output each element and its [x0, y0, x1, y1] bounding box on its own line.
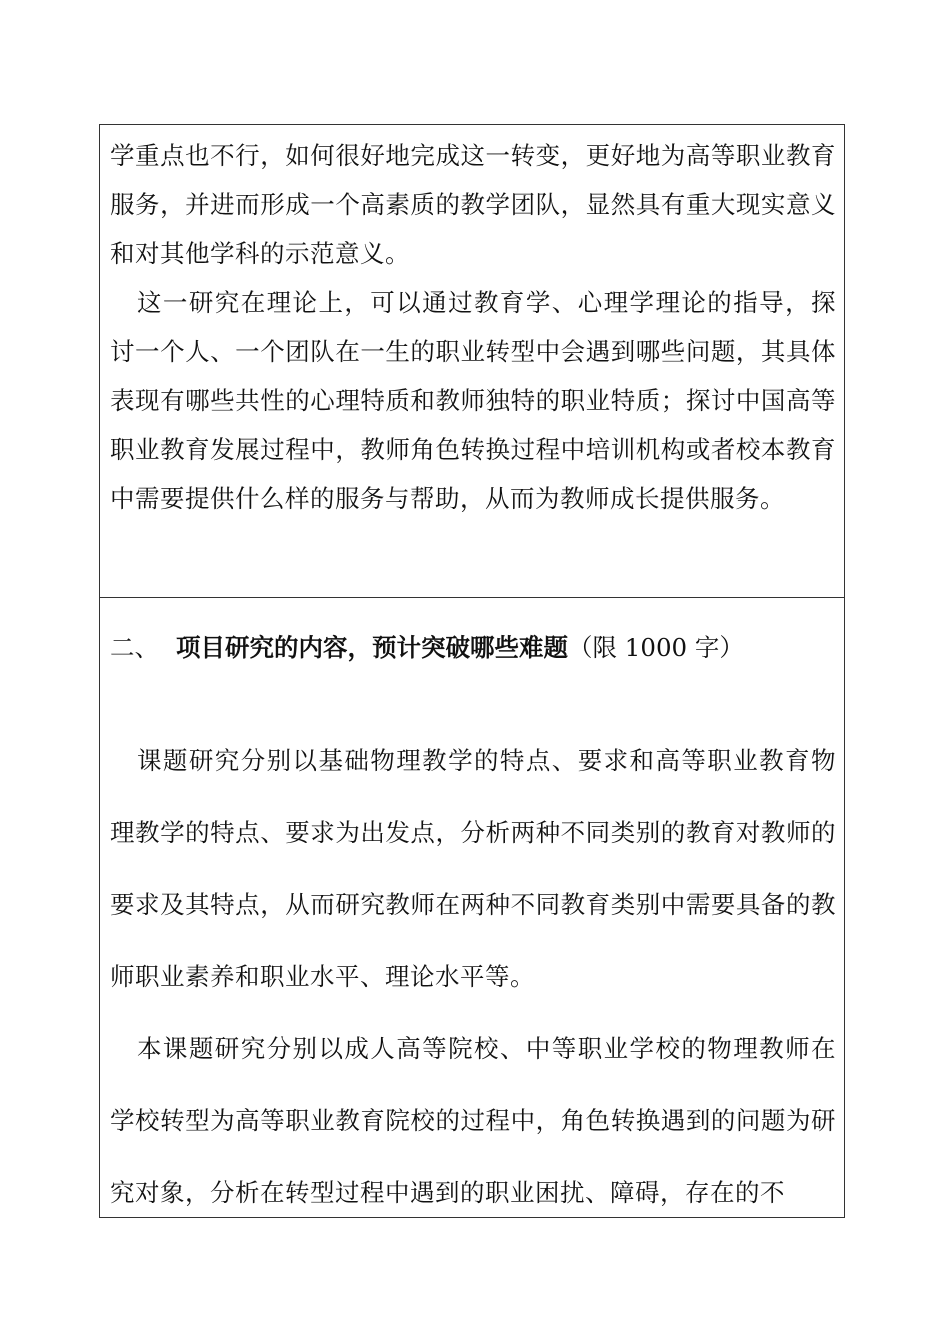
table-row-divider	[100, 597, 844, 598]
document-table	[99, 124, 845, 1218]
paragraph: 本课题研究分别以成人高等院校、中等职业学校的物理教师在学校转型为高等职业教育院校的过程中，角色转换遇到的问题为研究对象，分析在转型过程中遇到的职业困扰、障碍，存在的不	[110, 1034, 836, 1207]
section-heading	[110, 630, 836, 666]
cell-significance	[110, 131, 836, 523]
paragraph: 课题研究分别以基础物理教学的特点、要求和高等职业教育物理教学的特点、要求为出发点，分析两种不同类别的教育对教师的要求及其特点，从而研究教师在两种不同教育类别中需要具备的教师职业素养和职业水平、理论水平等。	[110, 746, 836, 991]
section-title: 项目研究的内容，预计突破哪些难题	[176, 633, 568, 662]
paragraph: 这一研究在理论上，可以通过教育学、心理学理论的指导，探讨一个人、一个团队在一生的职业转型中会遇到哪些问题，其具体表现有哪些共性的心理特质和教师独特的职业特质；探讨中国高等职业教育发展过程中，教师角色转换过程中培训机构或者校本教育中需要提供什么样的服务与帮助，从而为教师成长提供服务。	[110, 288, 836, 513]
paragraph: 学重点也不行，如何很好地完成这一转变，更好地为高等职业教育服务，并进而形成一个高素质的教学团队，显然具有重大现实意义和对其他学科的示范意义。	[110, 141, 836, 268]
cell-research-content	[110, 725, 836, 1229]
section-note: （限 1000 字）	[568, 633, 744, 662]
section-number: 二、	[110, 633, 159, 662]
